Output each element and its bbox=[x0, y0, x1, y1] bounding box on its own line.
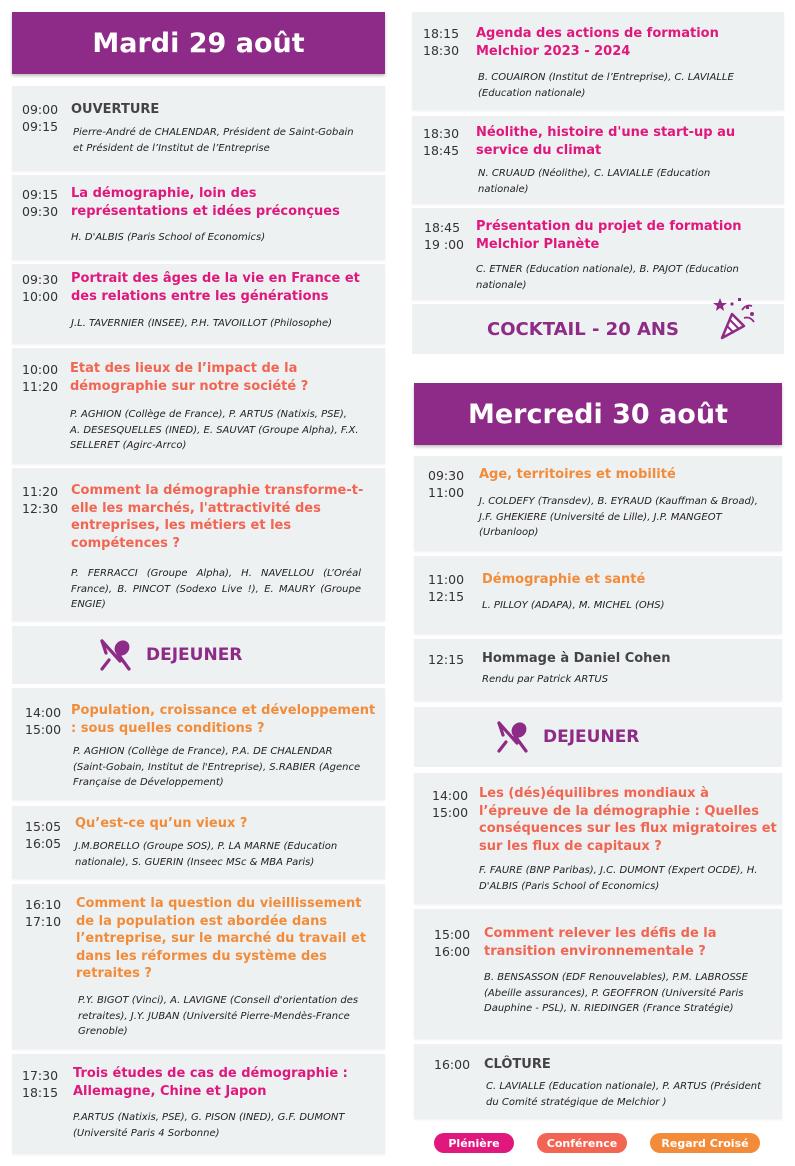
session-time: 16:00 bbox=[434, 1057, 471, 1072]
session-speakers: P.Y. BIGOT (Vinci), A. LAVIGNE (Conseil d'orientation des retraites), J.Y. JUBAN (Université Pierre-Mendès-France Grenoble) bbox=[78, 995, 359, 1037]
session-title: La démographie, loin des représentations et idées préconçues bbox=[71, 186, 340, 219]
cocktail-label: COCKTAIL - 20 ANS bbox=[487, 318, 679, 340]
session-speakers: N. CRUAUD (Néolithe), C. LAVIALLE (Education nationale) bbox=[478, 168, 711, 195]
session-transition bbox=[414, 909, 782, 1039]
day-title: Mercredi 30 août bbox=[468, 398, 728, 430]
session-hommage bbox=[414, 639, 782, 701]
session-speakers: J.M.BORELLO (Groupe SOS), P. LA MARNE (Education nationale), S. GUERIN (Inseec MSc & MBA Paris) bbox=[75, 841, 338, 868]
session-portrait-ages bbox=[12, 264, 385, 344]
session-etat-des-lieux bbox=[12, 348, 385, 464]
session-cloture bbox=[414, 1044, 782, 1119]
session-title: Comment relever les défis de la transition environnementale ? bbox=[484, 926, 717, 959]
session-title: CLÔTURE bbox=[484, 1057, 551, 1072]
session-sante bbox=[414, 556, 782, 634]
session-time: 14:00 15:00 bbox=[432, 788, 469, 820]
session-time: 18:30 18:45 bbox=[423, 126, 460, 158]
session-title: Etat des lieux de l’impact de la démographie sur notre société ? bbox=[70, 361, 309, 394]
legend-label: Plénière bbox=[448, 1136, 500, 1150]
legend-regard-croise bbox=[650, 1133, 760, 1153]
day-header-mercredi bbox=[414, 383, 782, 445]
session-etudes-cas bbox=[12, 1054, 385, 1154]
session-time: 18:45 19 :00 bbox=[424, 220, 464, 252]
session-speakers: F. FAURE (BNP Paribas), J.C. DUMONT (Expert OCDE), H. D'ALBIS (Paris School of Economics) bbox=[479, 865, 758, 892]
session-time: 10:00 11:20 bbox=[22, 362, 59, 394]
session-population bbox=[12, 688, 385, 800]
session-title: Qu’est-ce qu’un vieux ? bbox=[75, 816, 248, 831]
session-time: 14:00 15:00 bbox=[25, 705, 62, 737]
session-speakers: P. FERRACCI (Groupe Alpha), H. NAVELLOU (L’Oréal France), B. PINCOT (Sodexo Live !), E. MAURY (Groupe ENGIE) bbox=[71, 568, 361, 610]
session-marches bbox=[12, 468, 385, 621]
session-time: 15:00 16:00 bbox=[434, 927, 471, 959]
session-time: 17:30 18:15 bbox=[22, 1068, 59, 1100]
legend-label: Regard Croisé bbox=[661, 1136, 749, 1150]
session-speakers: P. AGHION (Collège de France), P.A. DE CHALENDAR (Saint-Gobain, Institut de l'Entreprise), S.RABIER (Agence Française de Développement) bbox=[73, 746, 361, 788]
party-popper-icon bbox=[712, 294, 760, 342]
session-time: 09:00 09:15 bbox=[22, 102, 59, 134]
session-title: Trois études de cas de démographie : Allemagne, Chine et Japon bbox=[73, 1066, 348, 1099]
session-time: 12:15 bbox=[428, 652, 465, 667]
lunch-break bbox=[12, 626, 385, 684]
session-title: Agenda des actions de formation Melchior 2023 - 2024 bbox=[476, 26, 719, 59]
fork-knife-icon bbox=[495, 719, 531, 755]
legend-pleniere bbox=[434, 1133, 514, 1153]
day-header-mardi bbox=[12, 12, 385, 74]
session-time: 15:05 16:05 bbox=[25, 819, 62, 851]
session-speakers: Pierre-André de CHALENDAR, Président de Saint-Gobain et Président de l’Institut de l’Entreprise bbox=[73, 127, 354, 154]
session-speakers: B. BENSASSON (EDF Renouvelables), P.M. LABROSSE (Abeille assurances), P. GEOFFRON (Université Paris Dauphine - PSL), N. RIEDINGER (France Stratégie) bbox=[484, 972, 748, 1014]
cocktail-banner bbox=[412, 304, 784, 354]
fork-knife-icon bbox=[98, 637, 134, 673]
session-speakers: C. ETNER (Education nationale), B. PAJOT (Education nationale) bbox=[476, 264, 739, 291]
legend-label: Conférence bbox=[546, 1136, 618, 1150]
session-time: 16:10 17:10 bbox=[25, 897, 62, 929]
session-speakers: P. AGHION (Collège de France), P. ARTUS (Natixis, PSE), A. DESESQUELLES (INED), E. SAUVAT (Groupe Alpha), F.X. SELLERET (Agirc-Arrco) bbox=[70, 409, 359, 451]
session-time: 09:15 09:30 bbox=[22, 187, 59, 219]
legend-conference bbox=[537, 1133, 627, 1153]
session-title: Démographie et santé bbox=[482, 572, 646, 587]
session-demographie bbox=[12, 175, 385, 260]
session-time: 09:30 11:00 bbox=[428, 468, 465, 500]
session-time: 09:30 10:00 bbox=[22, 272, 59, 304]
session-speakers: H. D'ALBIS (Paris School of Economics) bbox=[71, 232, 266, 243]
session-title: OUVERTURE bbox=[71, 102, 160, 117]
lunch-label: DEJEUNER bbox=[543, 727, 640, 747]
session-age-territoires bbox=[414, 456, 782, 551]
session-speakers: B. COUAIRON (Institut de l’Entreprise), C. LAVIALLE (Education nationale) bbox=[478, 72, 734, 99]
session-ouverture bbox=[12, 86, 385, 171]
session-time: 18:15 18:30 bbox=[423, 26, 460, 58]
session-speakers: J. COLDEFY (Transdev), B. EYRAUD (Kauffman & Broad), J.F. GHEKIERE (Université de Lille), J.P. MANGEOT (Urbanloop) bbox=[479, 496, 758, 538]
session-title: Présentation du projet de formation Melchior Planète bbox=[476, 219, 742, 252]
session-title: Population, croissance et développement : sous quelles conditions ? bbox=[71, 703, 376, 736]
session-neolithe bbox=[412, 116, 784, 204]
lunch-label: DEJEUNER bbox=[146, 645, 243, 665]
session-speakers: J.L. TAVERNIER (INSEE), P.H. TAVOILLOT (Philosophe) bbox=[71, 318, 333, 329]
session-time: 11:00 12:15 bbox=[428, 572, 465, 604]
session-vieux bbox=[12, 806, 385, 879]
session-speakers: P.ARTUS (Natixis, PSE), G. PISON (INED), G.F. DUMONT (Université Paris 4 Sorbonne) bbox=[73, 1112, 345, 1139]
session-title: Comment la démographie transforme-t-elle les marchés, l'attractivité des entreprises, les métiers et les compétences ? bbox=[71, 483, 364, 551]
session-time: 11:20 12:30 bbox=[22, 484, 59, 516]
session-title: Comment la question du vieillissement de la population est abordée dans l’entreprise, sur le marché du travail et dans les réformes du système des retraites ? bbox=[76, 896, 367, 981]
session-speakers: L. PILLOY (ADAPA), M. MICHEL (OHS) bbox=[482, 600, 665, 611]
session-title: Hommage à Daniel Cohen bbox=[482, 651, 671, 666]
session-title: Néolithe, histoire d'une start-up au service du climat bbox=[476, 125, 736, 158]
session-agenda-formation bbox=[412, 12, 784, 110]
session-melchior-planete bbox=[412, 208, 784, 300]
day-title: Mardi 29 août bbox=[92, 27, 305, 59]
session-speakers: C. LAVIALLE (Education nationale), P. ARTUS (Président du Comité stratégique de Melchior ) bbox=[486, 1081, 762, 1108]
session-title: Les (dés)équilibres mondiaux à l’épreuve de la démographie : Quelles conséquences sur les flux migratoires et sur les flux de capitaux ? bbox=[479, 786, 777, 854]
session-title: Portrait des âges de la vie en France et des relations entre les générations bbox=[71, 271, 360, 304]
session-desequilibres bbox=[414, 773, 782, 904]
session-speakers: Rendu par Patrick ARTUS bbox=[482, 674, 609, 685]
session-title: Age, territoires et mobilité bbox=[479, 467, 676, 482]
session-vieillissement bbox=[12, 884, 385, 1049]
lunch-break bbox=[414, 707, 782, 767]
